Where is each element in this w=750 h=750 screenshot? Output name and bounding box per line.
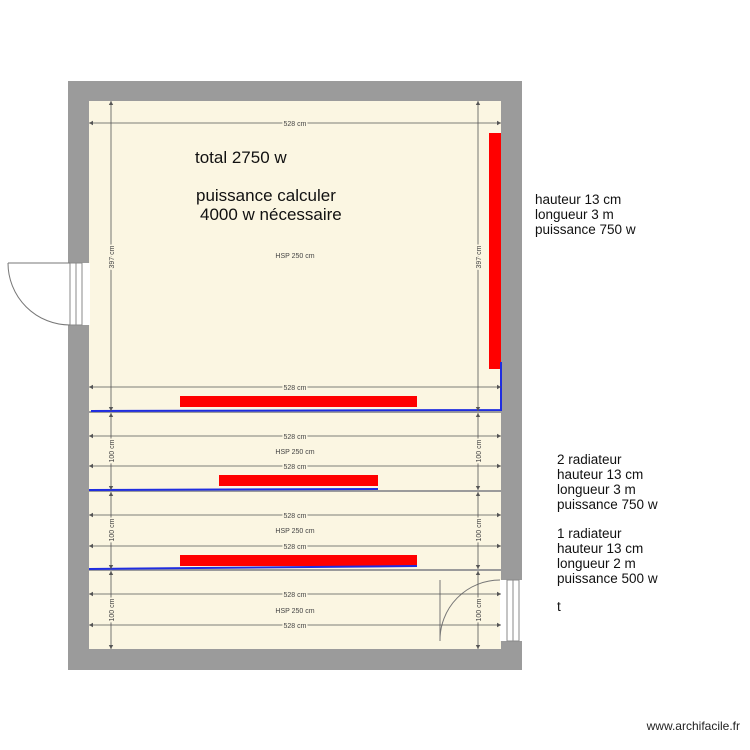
room-4-inner-width-label: 528 cm <box>283 623 307 630</box>
room-3-width-label: 528 cm <box>283 513 307 520</box>
room-2-height-label-left: 100 cm <box>109 439 116 463</box>
radiator-vertical <box>489 133 501 369</box>
room-3-hsp-label: HSP 250 cm <box>275 528 315 535</box>
room-4-height-label-right: 100 cm <box>476 598 483 622</box>
vertical-radiator-specs <box>535 192 636 237</box>
room-4-hsp-label: HSP 250 cm <box>275 608 315 615</box>
room-2-height-label-right: 100 cm <box>476 439 483 463</box>
room-2-width-label: 528 cm <box>283 434 307 441</box>
spec-line: longueur 2 m <box>557 556 636 571</box>
radiator-room-1 <box>180 396 417 407</box>
calc-power-note-line2: 4000 w nécessaire <box>200 205 342 224</box>
left-door-swing <box>8 263 70 325</box>
calc-power-note-line1: puissance calculer <box>196 186 336 205</box>
spec-line: 1 radiateur <box>557 526 622 541</box>
room-1-height-label-right: 397 cm <box>476 245 483 269</box>
room-4-width-label: 528 cm <box>283 592 307 599</box>
spec-line: puissance 750 w <box>557 497 658 512</box>
spec-line: longueur 3 m <box>557 482 636 497</box>
radiator-1-specs <box>557 526 658 586</box>
radiator-room-3 <box>180 555 417 566</box>
room-2-inner-width-label: 528 cm <box>283 464 307 471</box>
spec-line: longueur 3 m <box>535 207 614 222</box>
spec-line: hauteur 13 cm <box>557 467 644 482</box>
room-1-width-label: 528 cm <box>283 121 307 128</box>
room-1-hsp-label: HSP 250 cm <box>275 253 315 260</box>
room-3-inner-width-label: 528 cm <box>283 544 307 551</box>
spec-line: puissance 500 w <box>557 571 658 586</box>
room-2-hsp-label: HSP 250 cm <box>275 449 315 456</box>
radiator-2-specs <box>557 452 658 512</box>
spec-line: hauteur 13 cm <box>535 192 622 207</box>
spec-line: 2 radiateur <box>557 452 622 467</box>
pipe-room-2 <box>89 489 378 490</box>
stray-text: t <box>557 599 561 614</box>
spec-line: hauteur 13 cm <box>557 541 644 556</box>
footer-watermark: www.archifacile.fr <box>646 719 740 733</box>
room-1-height-label-left: 397 cm <box>109 245 116 269</box>
spec-line: puissance 750 w <box>535 222 636 237</box>
total-power-note: total 2750 w <box>195 148 287 167</box>
room-4-height-label-left: 100 cm <box>109 598 116 622</box>
room-1-inner-width-label: 528 cm <box>283 385 307 392</box>
radiator-room-2 <box>219 475 378 486</box>
room-3-height-label-left: 100 cm <box>109 518 116 542</box>
room-3-height-label-right: 100 cm <box>476 518 483 542</box>
